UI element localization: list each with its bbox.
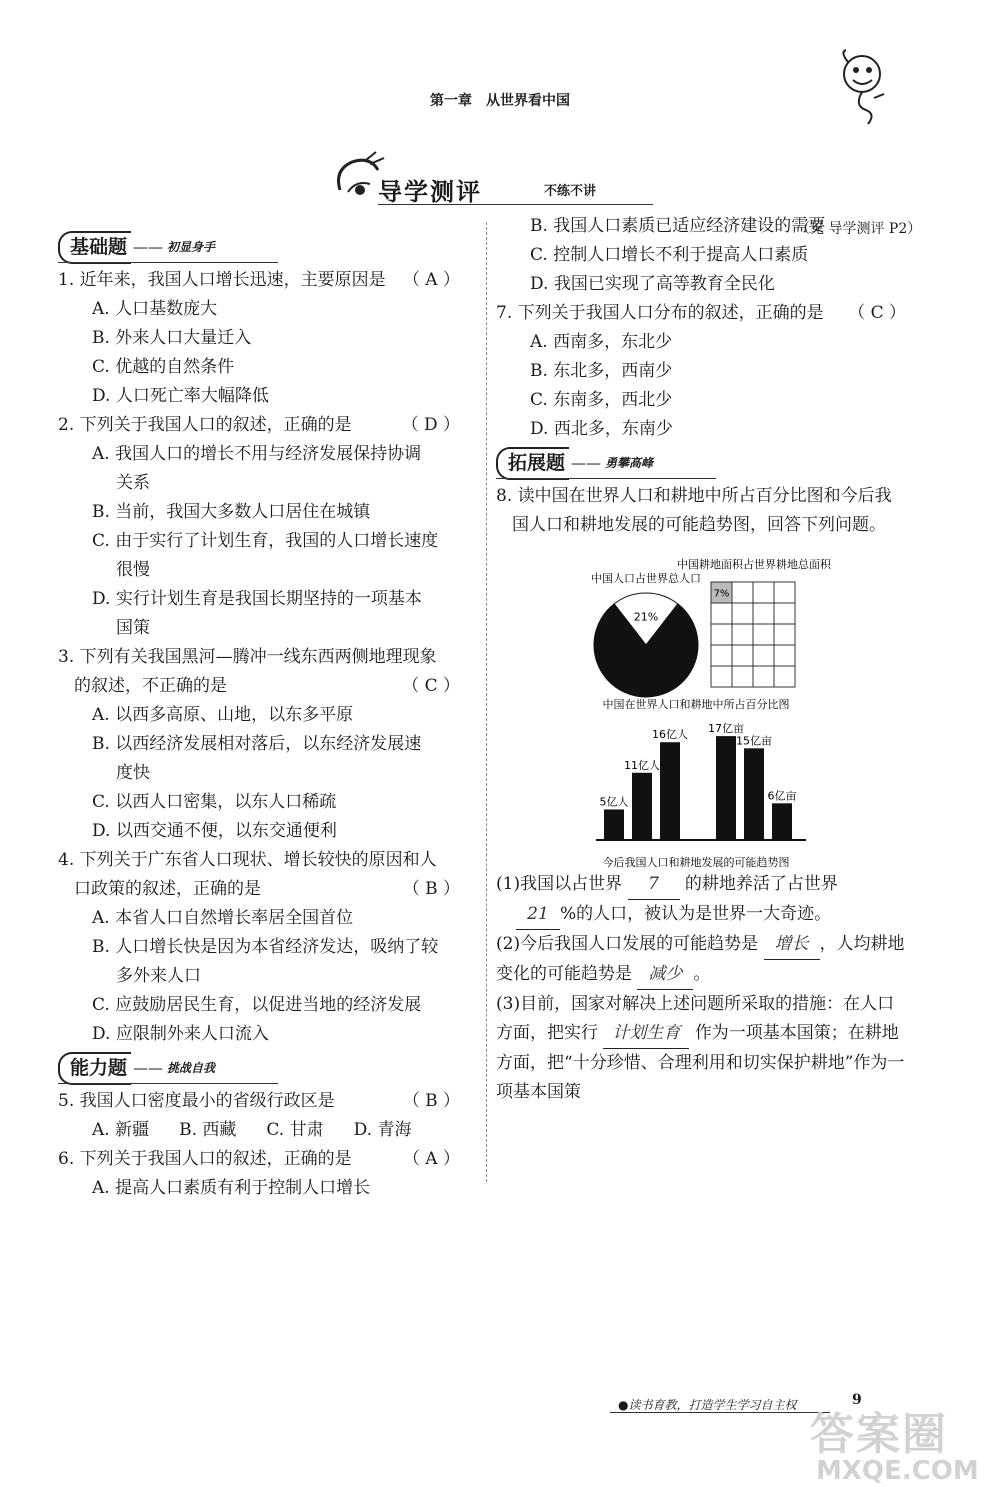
section-underline (496, 478, 716, 479)
answer-mark: （ A ） (402, 1149, 460, 1169)
grid-cell (753, 624, 774, 645)
chart-caption-bottom: 今后我国人口和耕地发展的可能趋势图 (602, 856, 790, 869)
section-extend (496, 444, 906, 482)
section-underline (58, 262, 278, 263)
option: C. 甘肃 (266, 1120, 324, 1140)
question-2 (58, 411, 460, 643)
section-ability-title: 能力题 (58, 1052, 131, 1085)
section-dash: —— (133, 237, 164, 256)
option: A. 以西多高原、山地，以东多平原 (92, 705, 354, 725)
grid-cell (732, 582, 753, 603)
chart-area (496, 540, 906, 870)
question-stem-continued: 口政策的叙述，正确的是 (74, 879, 261, 899)
bar-label: 5亿人 (599, 795, 629, 809)
question-stem: 1. 近年来，我国人口增长迅速，主要原因是 (58, 270, 386, 290)
option: B. 当前，我国大多数人口居住在城镇 (92, 502, 371, 522)
option: C. 东南多，西北少 (530, 390, 673, 410)
option: B. 西藏 (179, 1120, 237, 1140)
reference-note: （见 导学测评 P2） (796, 221, 922, 237)
option: C. 优越的自然条件 (92, 357, 235, 377)
question-7 (496, 299, 906, 444)
grid-cell (753, 645, 774, 666)
grid-cell (732, 603, 753, 624)
question-stem: 7. 下列关于我国人口分布的叙述，正确的是 (496, 303, 824, 323)
section-basic (58, 228, 460, 266)
grid-cell (753, 582, 774, 603)
text-fragment: %的人口，被认为是世界一大奇迹。 (560, 904, 832, 924)
answer-blank: 7 (628, 870, 680, 900)
bar-chart (596, 721, 806, 840)
grid-cell (774, 645, 795, 666)
bar-label: 11亿人 (624, 758, 660, 772)
question-1 (58, 266, 460, 411)
bar-label: 15亿亩 (736, 734, 772, 748)
option: D. 实行计划生育是我国长期坚持的一项基本 (92, 589, 422, 609)
grid-cell (711, 603, 732, 624)
grid-label: 中国耕地面积占世界耕地总面积 (677, 558, 831, 571)
option: D. 西北多，东南少 (530, 419, 673, 439)
bar-label: 17亿亩 (708, 722, 744, 736)
grid-cell (732, 645, 753, 666)
answer-blank: 减少 (637, 960, 693, 990)
option-continued: 度快 (116, 763, 150, 783)
option: A. 人口基数庞大 (92, 299, 218, 319)
option: C. 由于实行了计划生育，我国的人口增长速度 (92, 531, 439, 551)
watermark (810, 1398, 990, 1486)
right-column (496, 212, 906, 1107)
option: A. 新疆 (92, 1120, 150, 1140)
section-extend-title: 拓展题 (496, 447, 569, 480)
question-stem-continued: 的叙述，不正确的是 (74, 676, 227, 696)
section-basic-title: 基础题 (58, 231, 131, 264)
option: B. 以西经济发展相对落后，以东经济发展速 (92, 734, 422, 754)
grid-cell (774, 666, 795, 687)
question-stem: 4. 下列关于广东省人口现状、增长较快的原因和人 (58, 850, 437, 870)
section-dash: —— (571, 453, 602, 472)
grid-cell (732, 624, 753, 645)
section-ability (58, 1049, 460, 1087)
footer-slogan: ●读书育教，打造学生学习自主权 (618, 1398, 797, 1412)
question-3 (58, 643, 460, 846)
grid-cell (753, 666, 774, 687)
option: D. 我国已实现了高等教育全民化 (530, 274, 775, 294)
pie-chart (594, 593, 698, 697)
option: D. 人口死亡率大幅降低 (92, 386, 269, 406)
chart-caption-top: 中国在世界人口和耕地中所占百分比图 (602, 698, 790, 711)
option: B. 外来人口大量迁入 (92, 328, 252, 348)
watermark-url: MXQE.COM (816, 1456, 979, 1486)
bar-label: 6亿亩 (767, 789, 797, 803)
banner-title: 导学测评 (378, 178, 482, 206)
option-continued: 多外来人口 (116, 966, 201, 986)
option-row (58, 1116, 460, 1145)
chapter-title: 第一章 从世界看中国 (430, 93, 570, 109)
question-stem: 3. 下列有关我国黑河—腾冲一线东西两侧地理现象 (58, 647, 437, 667)
text-fragment: 的耕地养活了占世界 (684, 874, 838, 894)
pie-slice-label: 21% (633, 610, 659, 624)
section-underline (58, 1083, 278, 1084)
section-ability-motto: 挑战自我 (167, 1060, 216, 1075)
question-stem: 2. 下列关于我国人口的叙述，正确的是 (58, 415, 352, 435)
guide-banner (330, 150, 630, 210)
bar (632, 773, 652, 840)
grid-cell (711, 645, 732, 666)
banner-subtitle: 不练不讲 (544, 184, 597, 199)
bar (660, 742, 680, 840)
grid-cell (774, 624, 795, 645)
text-fragment: (2)今后我国人口发展的可能趋势是 (496, 934, 759, 954)
option-continued: 关系 (116, 473, 150, 493)
option: A. 西南多，东北少 (530, 332, 673, 352)
page-number: 9 (852, 1392, 862, 1408)
grid-cell (774, 582, 795, 603)
sub-question-2 (496, 930, 906, 990)
option-continued: 国策 (116, 618, 150, 638)
question-5 (58, 1087, 460, 1145)
question-stem: 6. 下列关于我国人口的叙述，正确的是 (58, 1149, 352, 1169)
grid-highlight-label: 7% (713, 588, 730, 600)
section-basic-motto: 初显身手 (167, 239, 216, 254)
bar (772, 803, 792, 840)
option: A. 提高人口素质有利于控制人口增长 (92, 1178, 371, 1198)
answer-mark: （ C ） (848, 303, 906, 323)
sub-question-1 (496, 870, 906, 930)
farmland-grid (711, 582, 795, 687)
grid-cell (732, 666, 753, 687)
option: B. 东北多，西南少 (530, 361, 673, 381)
answer-blank: 增长 (764, 930, 820, 960)
grid-cell (753, 603, 774, 624)
bar (604, 809, 624, 840)
bar (716, 736, 736, 840)
answer-mark: （ C ） (402, 676, 460, 696)
option: A. 本省人口自然增长率居全国首位 (92, 908, 354, 928)
option: C. 控制人口增长不利于提高人口素质 (530, 245, 809, 265)
grid-cell (774, 603, 795, 624)
text-fragment: ，人均耕地变化的可能趋势是 (496, 934, 905, 984)
mascot-icon (826, 48, 896, 128)
banner-rule (378, 204, 653, 205)
answer-blank: 21 (516, 900, 560, 930)
footer-rule (610, 1412, 830, 1413)
grid-cell (711, 624, 732, 645)
option: D. 应限制外来人口流入 (92, 1024, 269, 1044)
bar (744, 748, 764, 840)
text-fragment: 。 (693, 964, 711, 984)
answer-mark: （ D ） (401, 415, 460, 435)
option: A. 我国人口的增长不用与经济发展保持协调 (92, 444, 422, 464)
section-dash: —— (133, 1058, 164, 1077)
question-4 (58, 846, 460, 1049)
option: B. 人口增长快是因为本省经济发达，吸纳了较 (92, 937, 439, 957)
bar-label: 16亿人 (652, 728, 688, 742)
question-8-stem: 8. 读中国在世界人口和耕地中所占百分比图和今后我国人口和耕地发展的可能趋势图，回答下列问题。 (496, 486, 892, 535)
watermark-logo: 答案圈 (810, 1409, 948, 1460)
option-continued: 很慢 (116, 560, 150, 580)
option: C. 以西人口密集，以东人口稀疏 (92, 792, 337, 812)
answer-blank: 计划生育 (603, 1019, 689, 1049)
section-extend-motto: 勇攀高峰 (605, 455, 654, 470)
option: B. 我国人口素质已适应经济建设的需要 (530, 216, 826, 236)
text-fragment: (3)目前，国家对解决上述问题所采取的措施：在人口方面，把实行 (496, 994, 895, 1043)
text-fragment: 作为一项基本国策；在耕地方面，把“十分珍惜、合理利用和切实保护耕地”作为一项基本国策 (496, 1023, 905, 1102)
option: D. 青海 (353, 1120, 412, 1140)
question-stem: 5. 我国人口密度最小的省级行政区是 (58, 1091, 335, 1111)
grid-cell (711, 666, 732, 687)
column-divider (486, 222, 487, 1182)
option: C. 应鼓励居民生育，以促进当地的经济发展 (92, 995, 422, 1015)
question-6 (58, 1145, 460, 1203)
sub-question-3 (496, 990, 906, 1107)
answer-mark: （ B ） (402, 879, 460, 899)
pie-label: 中国人口占世界总人口 (591, 572, 701, 585)
charts-svg (496, 540, 906, 870)
answer-mark: （ A ） (402, 270, 460, 290)
answer-mark: （ B ） (402, 1091, 460, 1111)
left-column (58, 228, 460, 1203)
text-fragment: (1)我国以占世界 (496, 874, 623, 894)
option: D. 以西交通不便，以东交通便利 (92, 821, 337, 841)
